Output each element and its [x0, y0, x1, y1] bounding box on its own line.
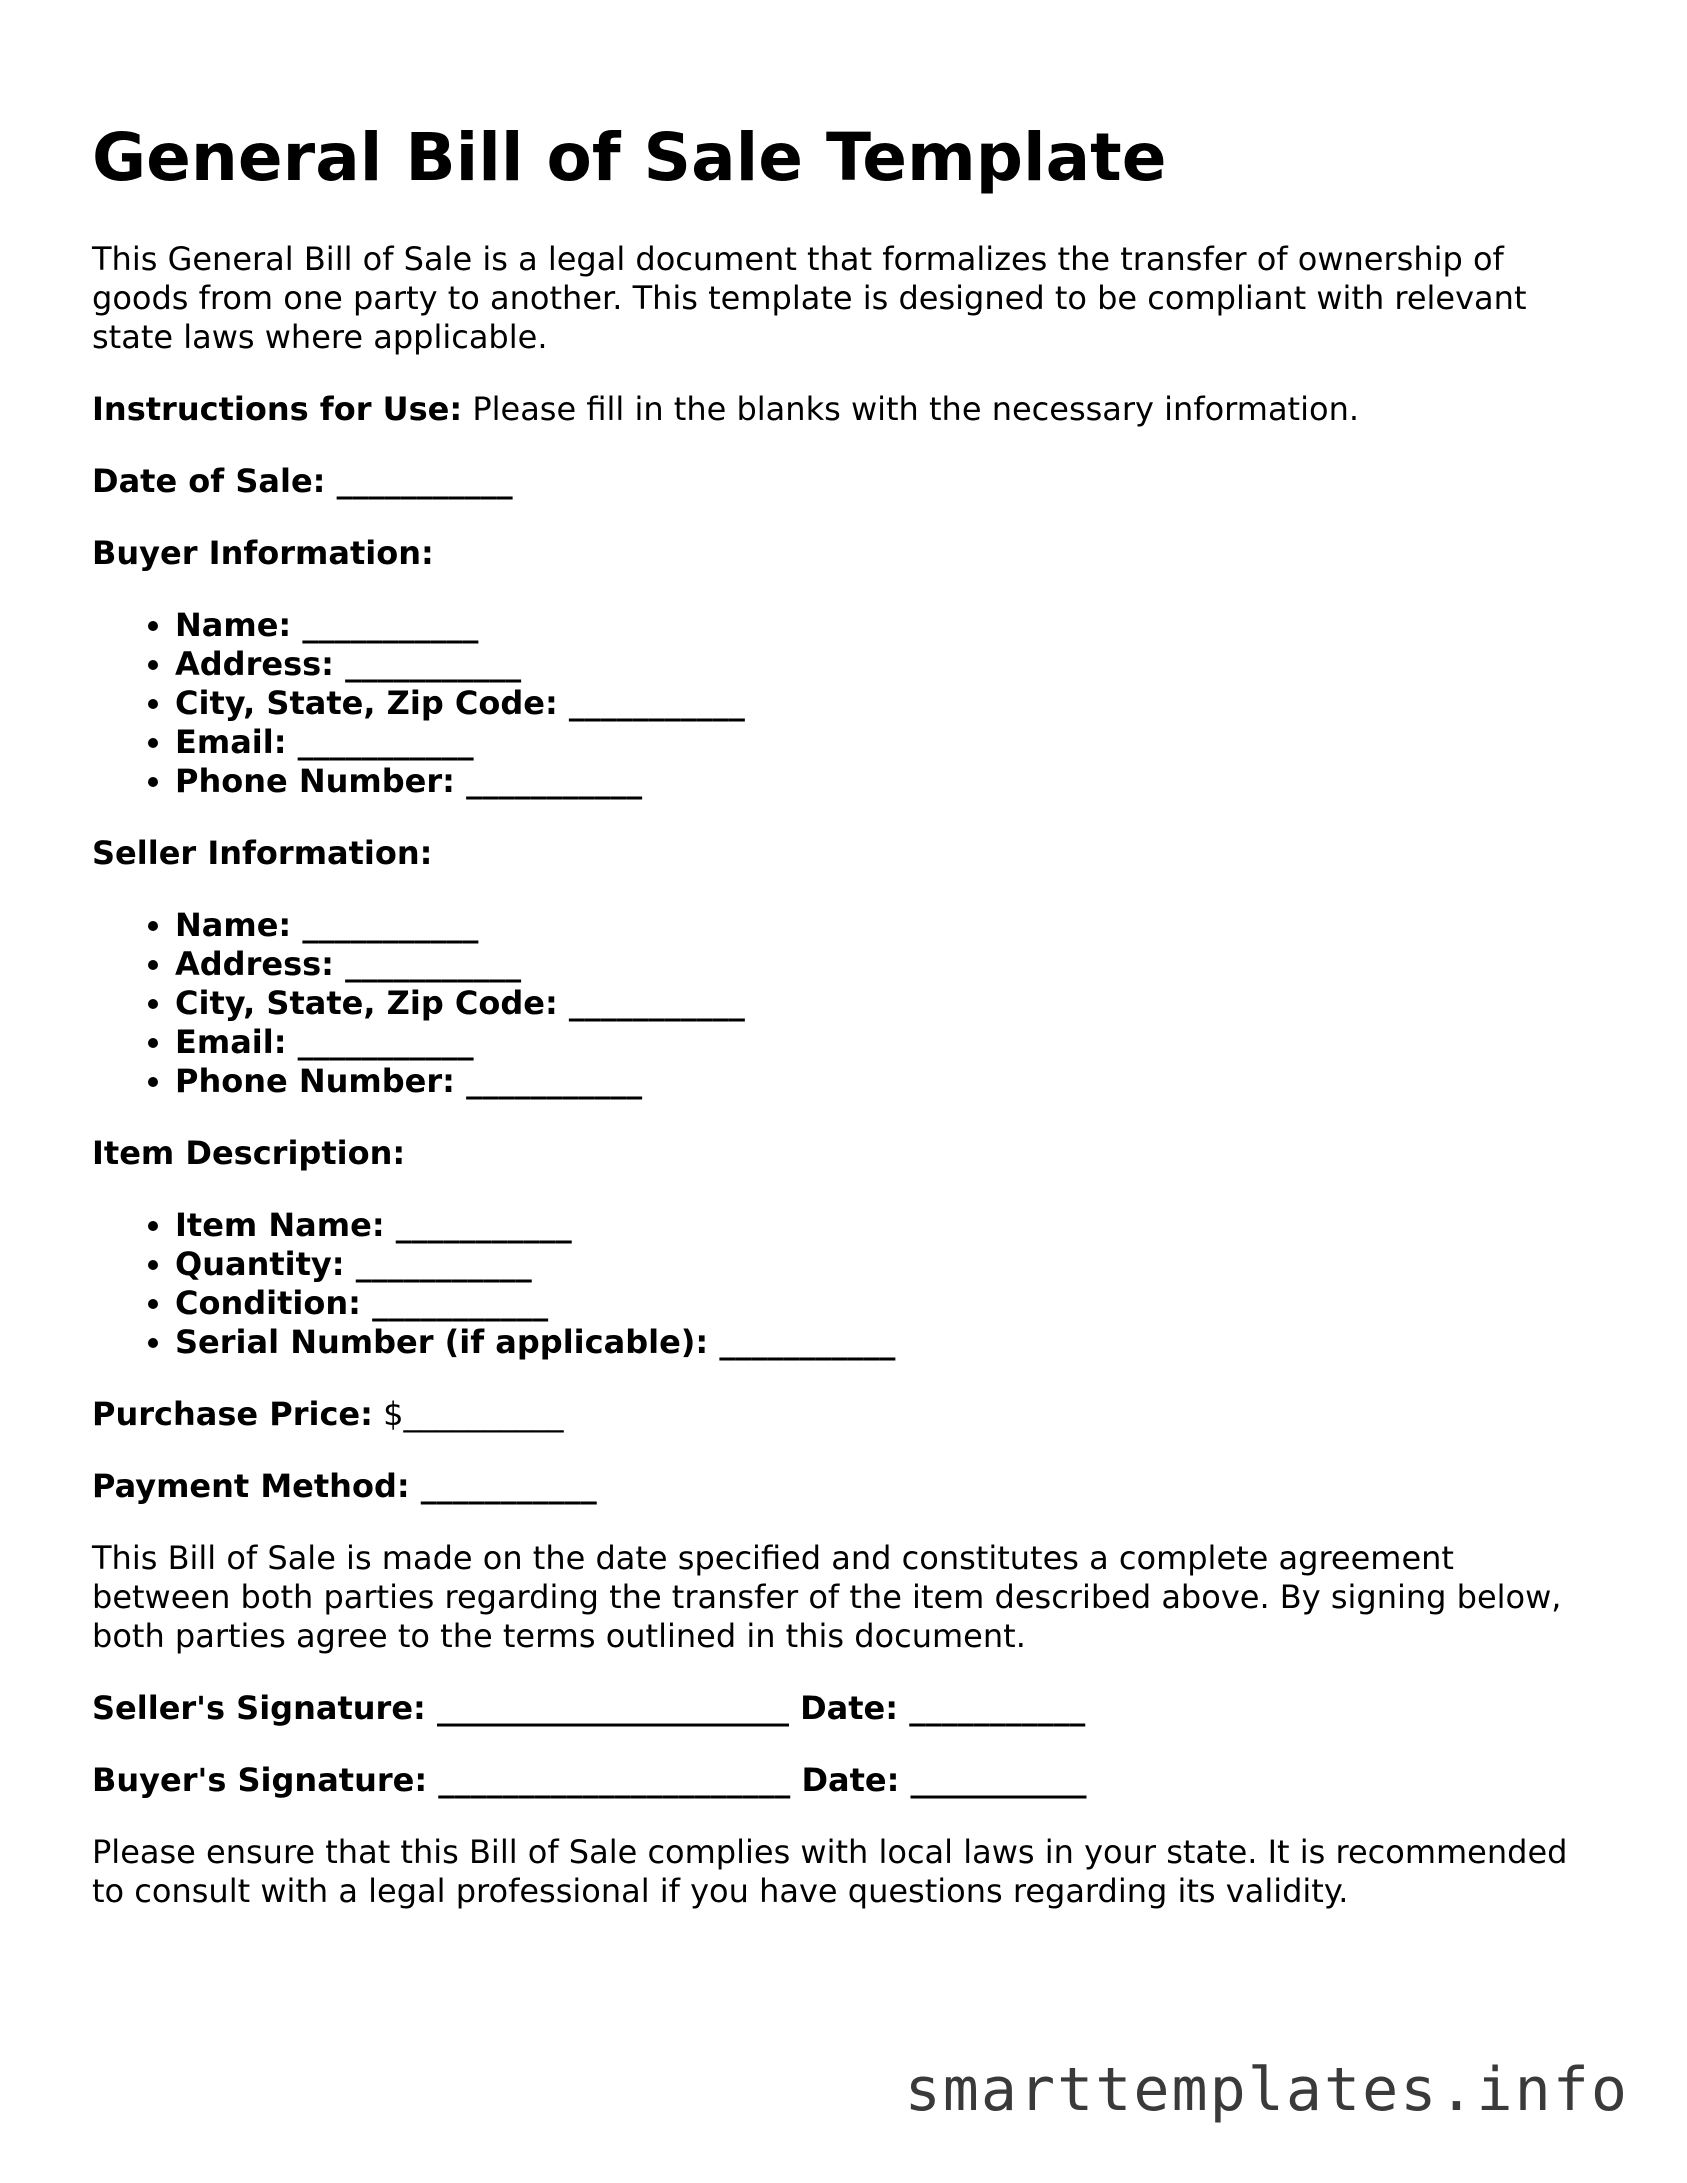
item-heading-text: Item Description: — [92, 1134, 406, 1172]
seller-heading — [92, 834, 1592, 873]
item-heading — [92, 1134, 1592, 1173]
item-condition-field: • Condition: ___________ — [175, 1284, 1592, 1323]
seller-email-field: • Email: ___________ — [175, 1023, 1592, 1062]
date-of-sale-label: Date of Sale: — [92, 462, 326, 500]
seller-signature-line — [92, 1689, 1592, 1728]
purchase-price-line — [92, 1395, 1592, 1434]
instructions-label: Instructions for Use: — [92, 390, 463, 428]
instructions-line — [92, 390, 1592, 429]
document-page — [92, 0, 1592, 1911]
buyer-signature-text: Buyer's Signature: ______________________ Date: ___________ — [92, 1761, 1087, 1799]
buyer-email-field: • Email: ___________ — [175, 723, 1592, 762]
seller-city-state-zip-field: • City, State, Zip Code: ___________ — [175, 984, 1592, 1023]
payment-method-blank: ___________ — [409, 1467, 597, 1505]
item-field-list — [92, 1206, 1592, 1362]
item-quantity-field: • Quantity: ___________ — [175, 1245, 1592, 1284]
buyer-name-field: • Name: ___________ — [175, 606, 1592, 645]
instructions-text: Please fill in the blanks with the necessary information. — [462, 390, 1360, 428]
closing-paragraph: Please ensure that this Bill of Sale complies with local laws in your state. It is recommended to consult with a legal professional if you have questions regarding its validity. — [92, 1833, 1568, 1910]
intro-paragraph: This General Bill of Sale is a legal document that formalizes the transfer of ownership of goods from one party to another. This template is designed to be compliant with relevant state laws where applicable. — [92, 240, 1527, 356]
seller-heading-text: Seller Information: — [92, 834, 433, 872]
purchase-price-blank: $__________ — [372, 1395, 564, 1433]
buyer-address-field: • Address: ___________ — [175, 645, 1592, 684]
buyer-field-list — [92, 606, 1592, 801]
date-of-sale-line — [92, 462, 1592, 501]
buyer-city-state-zip-field: • City, State, Zip Code: ___________ — [175, 684, 1592, 723]
purchase-price-label: Purchase Price: — [92, 1395, 373, 1433]
agreement-paragraph: This Bill of Sale is made on the date specified and constitutes a complete agreement between both parties regarding the transfer of the item described above. By signing below, both parties agree to the terms outlined in this document. — [92, 1539, 1562, 1655]
date-of-sale-blank: ___________ — [325, 462, 513, 500]
seller-name-field: • Name: ___________ — [175, 906, 1592, 945]
payment-method-label: Payment Method: — [92, 1467, 410, 1505]
page-title: General Bill of Sale Template — [92, 119, 1167, 196]
item-serial-number-field: • Serial Number (if applicable): ___________ — [175, 1323, 1592, 1362]
buyer-signature-line — [92, 1761, 1592, 1800]
seller-phone-field: • Phone Number: ___________ — [175, 1062, 1592, 1101]
buyer-heading — [92, 534, 1592, 573]
seller-signature-text: Seller's Signature: ______________________ Date: ___________ — [92, 1689, 1086, 1727]
watermark-text: smarttemplates.info — [904, 2055, 1629, 2125]
seller-field-list — [92, 906, 1592, 1101]
buyer-phone-field: • Phone Number: ___________ — [175, 762, 1592, 801]
payment-method-line — [92, 1467, 1592, 1506]
buyer-heading-text: Buyer Information: — [92, 534, 434, 572]
item-name-field: • Item Name: ___________ — [175, 1206, 1592, 1245]
seller-address-field: • Address: ___________ — [175, 945, 1592, 984]
